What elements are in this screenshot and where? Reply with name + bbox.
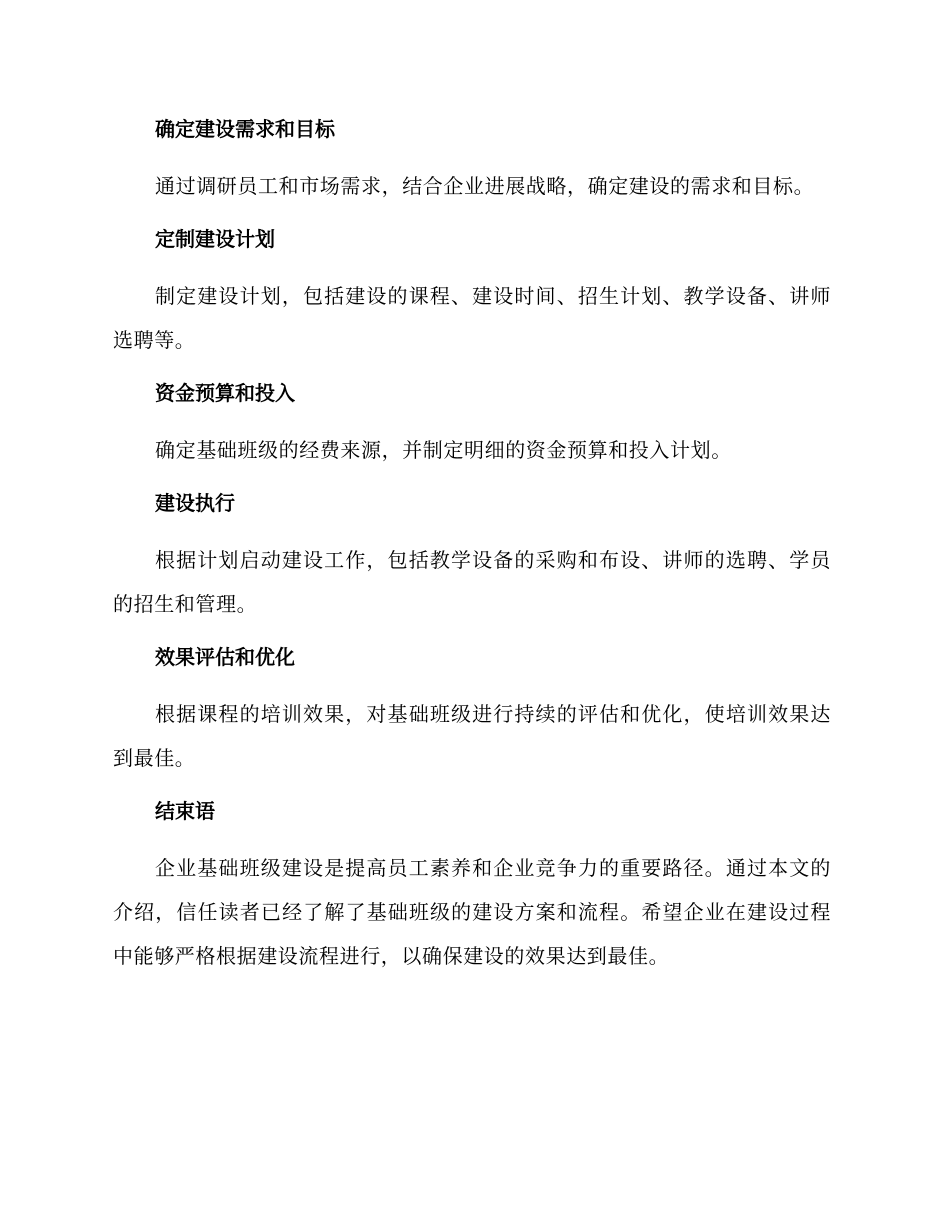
section-body-budget: 确定基础班级的经费来源，并制定明细的资金预算和投入计划。 (155, 438, 732, 462)
section-body-execution: 根据计划启动建设工作，包括教学设备的采购和布设、讲师的选聘、学员的招生和管理。 (113, 548, 831, 616)
section-body-plan: 制定建设计划，包括建设的课程、建设时间、招生计划、教学设备、讲师选聘等。 (113, 284, 831, 352)
section-heading-conclusion: 结束语 (155, 799, 215, 823)
section-body-requirements: 通过调研员工和市场需求，结合企业进展战略，确定建设的需求和目标。 (155, 174, 815, 198)
section-heading-requirements: 确定建设需求和目标 (155, 117, 335, 141)
section-heading-budget: 资金预算和投入 (155, 381, 295, 405)
section-heading-evaluation: 效果评估和优化 (155, 645, 295, 669)
section-body-evaluation: 根据课程的培训效果，对基础班级进行持续的评估和优化，使培训效果达到最佳。 (113, 702, 831, 770)
section-body-conclusion: 企业基础班级建设是提高员工素养和企业竞争力的重要路径。通过本文的介绍，信任读者已经了解了基础班级的建设方案和流程。希望企业在建设过程中能够严格根据建设流程进行，以确保建设的效果达到最佳。 (113, 856, 831, 968)
section-heading-execution: 建设执行 (155, 491, 235, 515)
section-heading-plan: 定制建设计划 (155, 227, 275, 251)
document-content (113, 112, 831, 978)
